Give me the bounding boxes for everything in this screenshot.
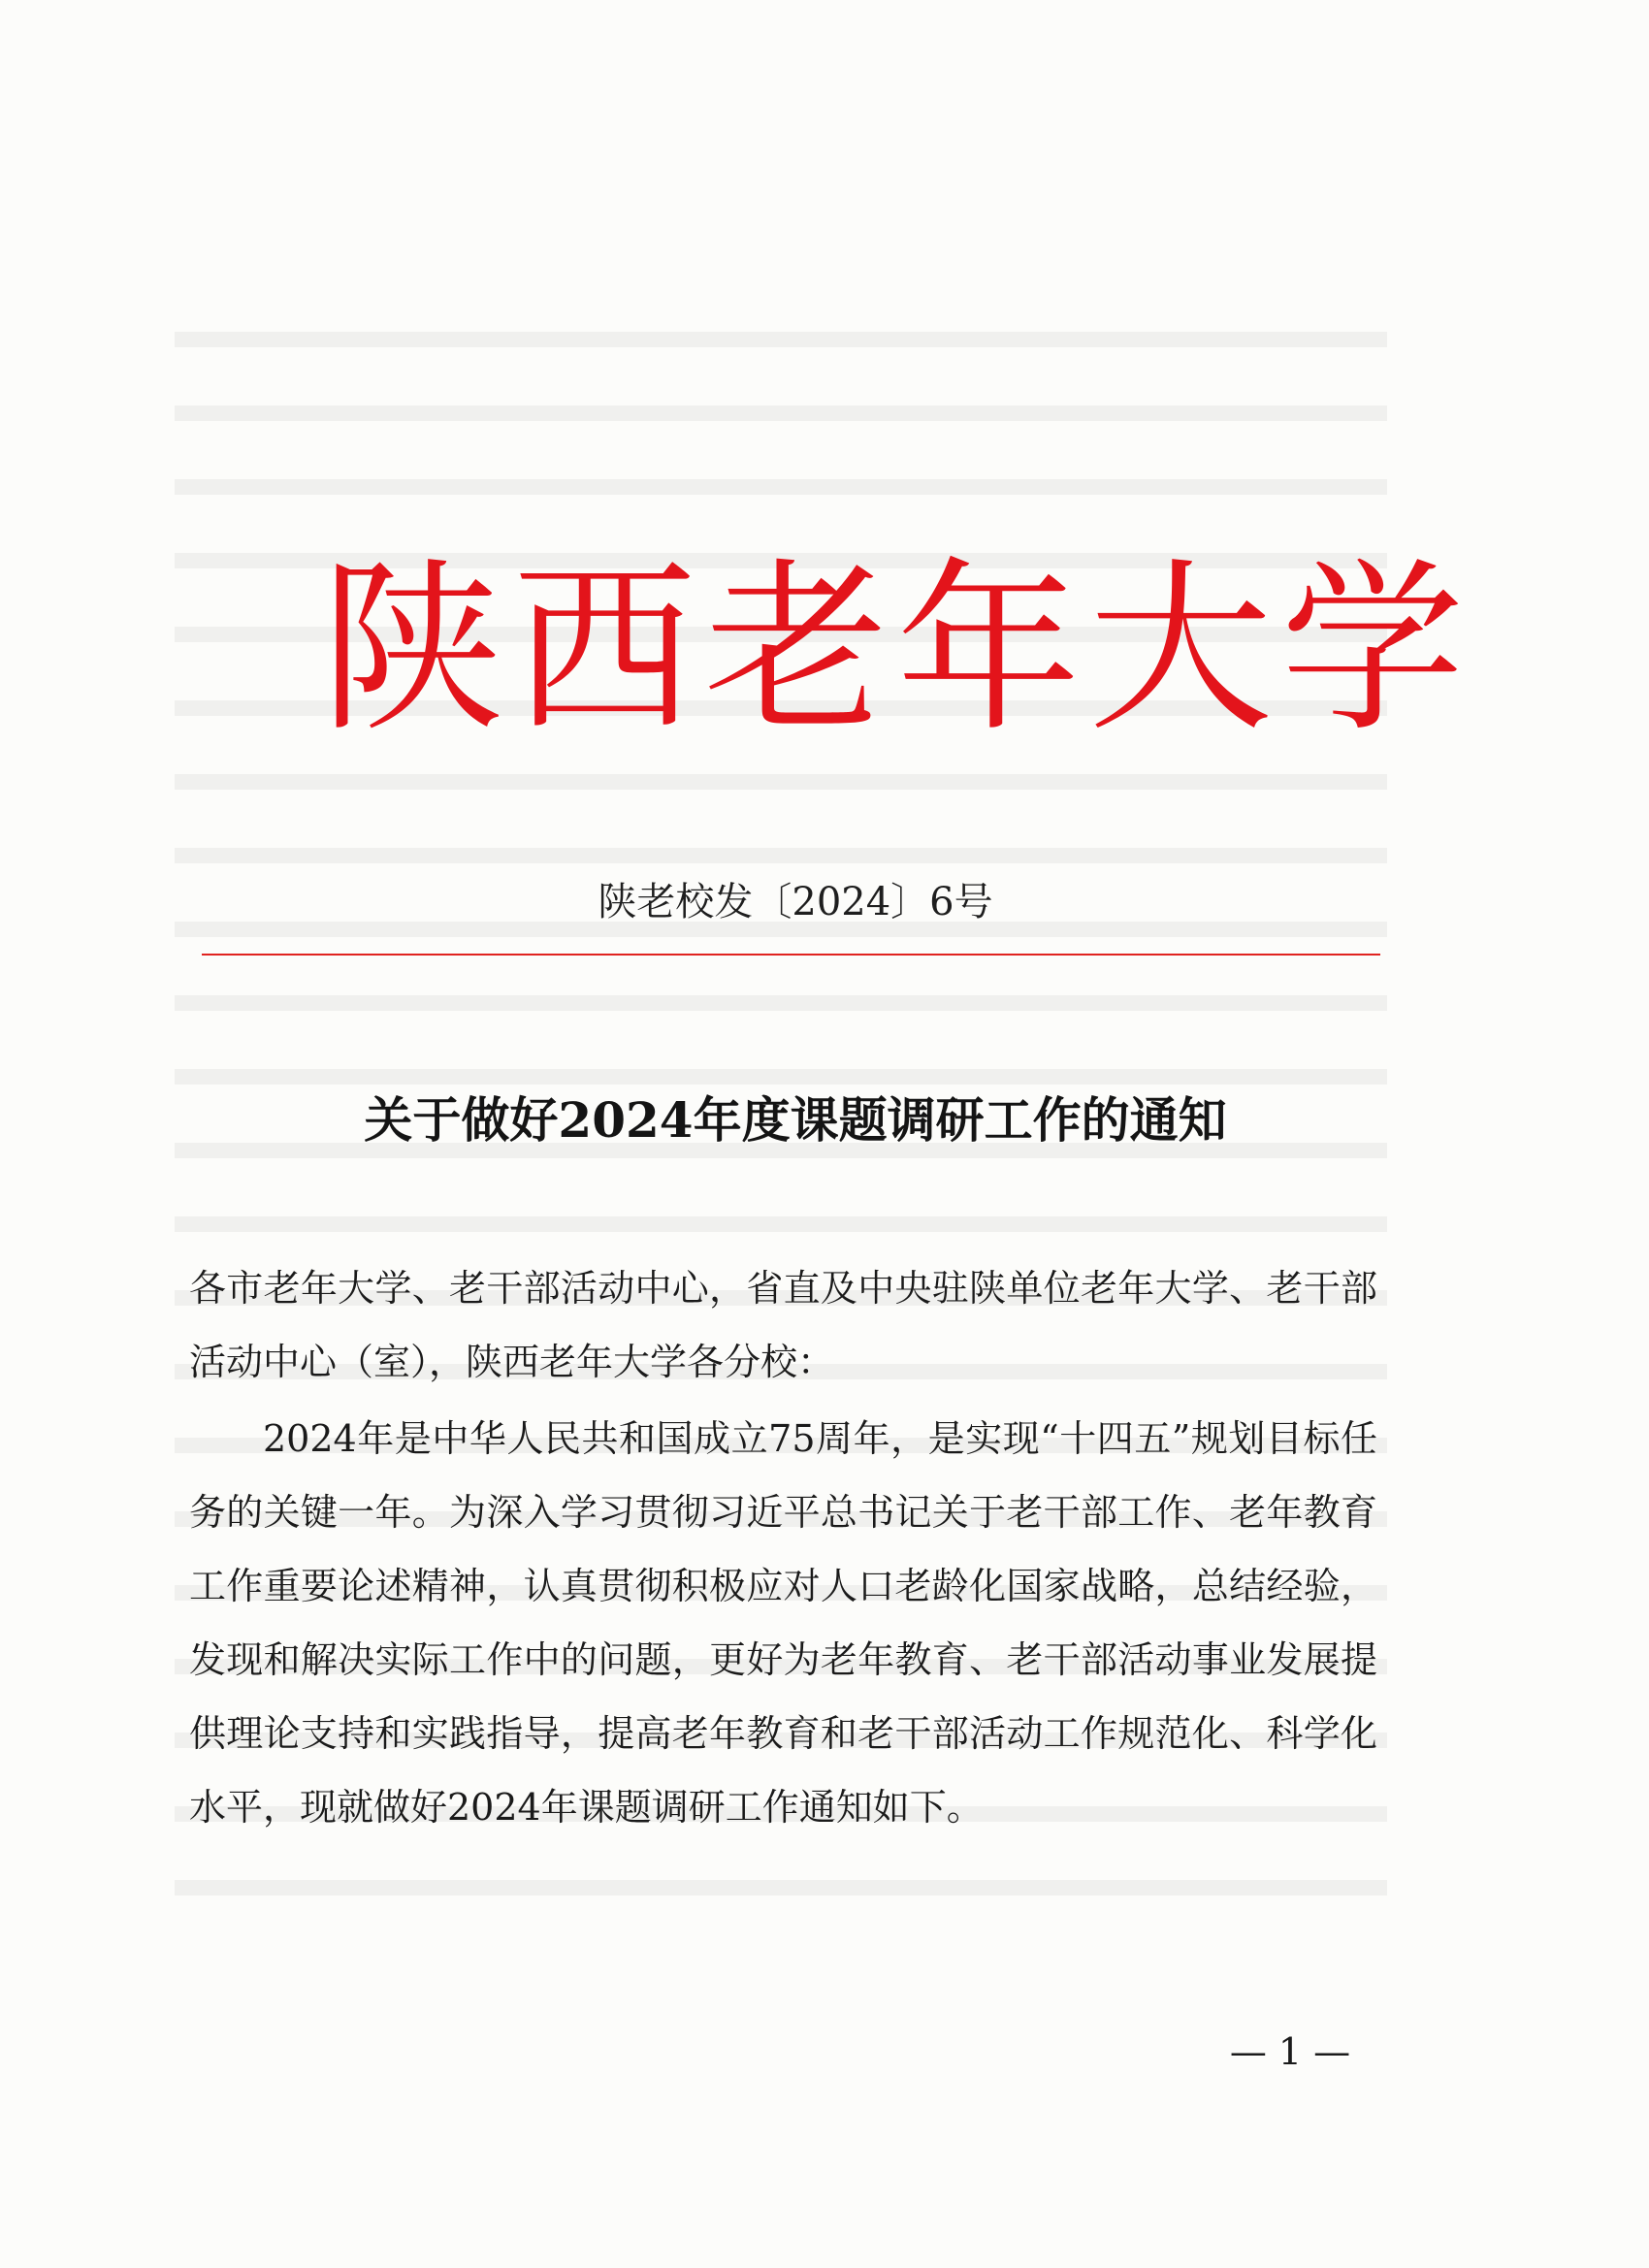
red-separator-line (202, 954, 1380, 956)
page-number: — 1 — (1229, 2030, 1351, 2073)
masthead-org-name: 陕西老年大学 (320, 542, 1473, 757)
notice-title: 关于做好2024年度课题调研工作的通知 (364, 1091, 1227, 1149)
body-paragraph: 2024年是中华人民共和国成立75周年，是实现“十四五”规划目标任务的关键一年。为深入学习贯彻习近平总书记关于老干部工作、老年教育工作重要论述精神，认真贯彻积极应对人口老龄化国家战略，总结经验，发现和解决实际工作中的问题，更好为老年教育、老干部活动事业发展提供理论支持和实践指导，提高老年教育和老干部活动工作规范化、科学化水平，现就做好2024年课题调研工作通知如下。 (189, 1417, 1377, 1829)
recipients-line: 各市老年大学、老干部活动中心，省直及中央驻陕单位老年大学、老干部活动中心（室），陕西老年大学各分校： (189, 1267, 1377, 1383)
document-number: 陕老校发〔2024〕6号 (598, 880, 993, 924)
